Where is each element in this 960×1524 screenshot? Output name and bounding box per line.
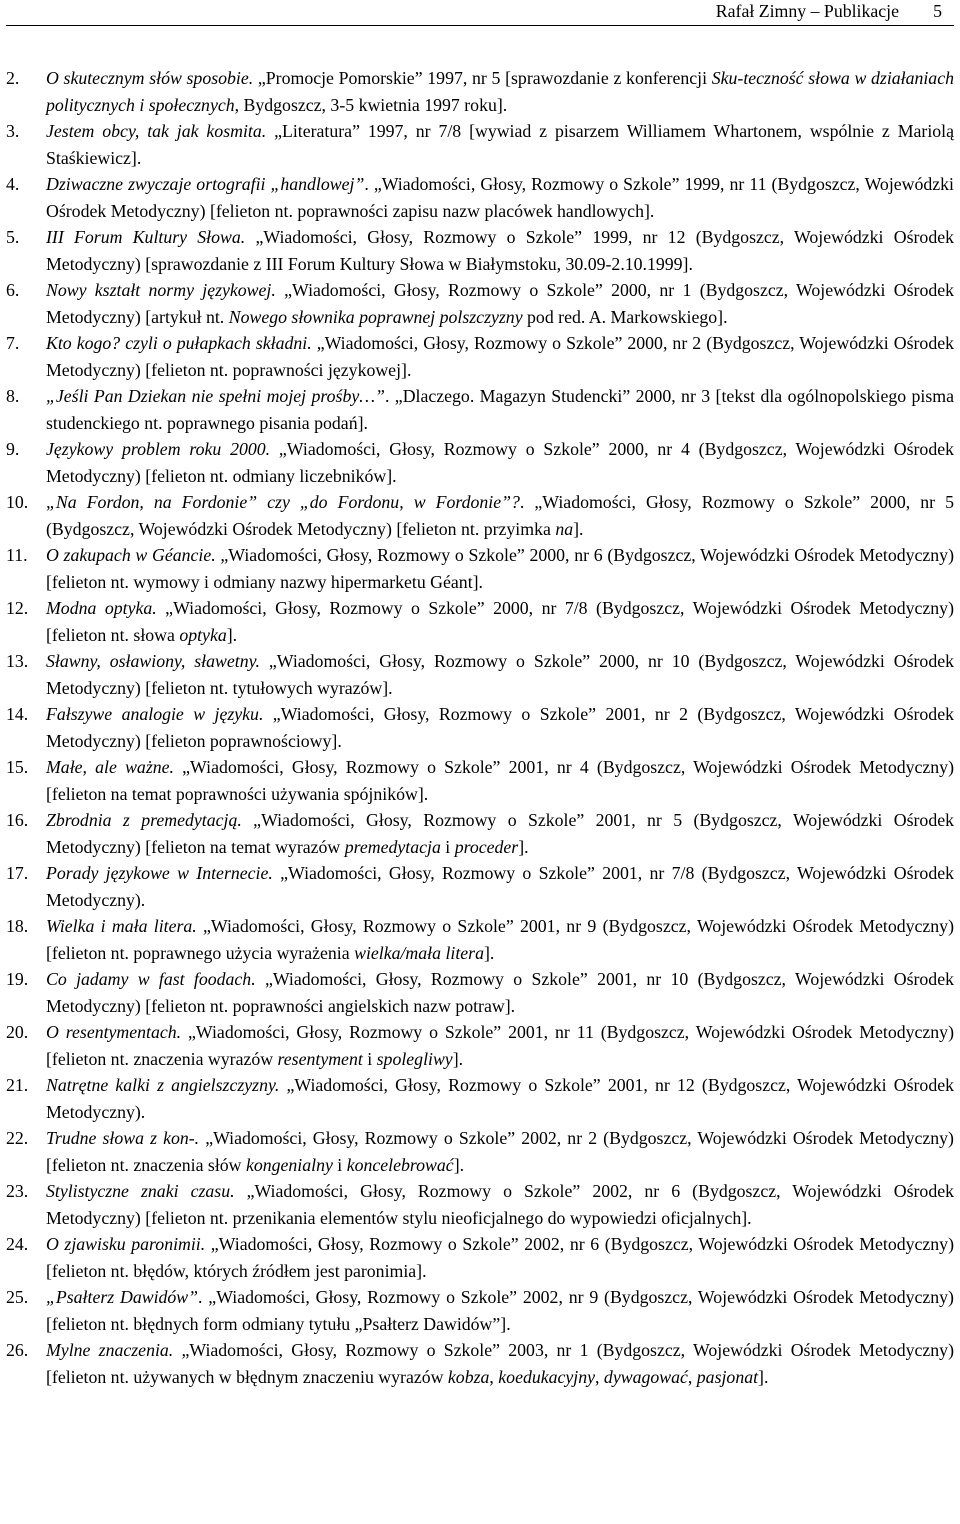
text-run: „Wiadomości, Głosy, Rozmowy o Szkole” 2001, nr 12 (Bydgoszcz, Wojewódzki Ośrodek Metodyczny). — [46, 1075, 954, 1122]
publication-list — [6, 65, 954, 1390]
list-item — [6, 118, 954, 171]
item-number: 23. — [6, 1181, 29, 1201]
list-item — [6, 330, 954, 383]
text-run: „Wiadomości, Głosy, Rozmowy o Szkole” 2000, nr 2 (Bydgoszcz, Wojewódzki Ośrodek Metodyczny) [felieton nt. poprawności językowej]. — [46, 333, 954, 380]
item-number: 10. — [6, 492, 29, 512]
item-number: 18. — [6, 916, 29, 936]
item-number: 20. — [6, 1022, 29, 1042]
page-header — [6, 0, 954, 26]
item-number: 9. — [6, 439, 20, 459]
list-item — [6, 277, 954, 330]
italic-title: Stylistyczne znaki czasu. — [46, 1181, 235, 1201]
text-run: i — [362, 1048, 377, 1069]
text-run: „Promocje Pomorskie” 1997, nr 5 [sprawozdanie z konferencji — [253, 68, 712, 88]
item-number: 8. — [6, 386, 20, 406]
list-item — [6, 1125, 954, 1178]
text-run: „Wiadomości, Głosy, Rozmowy o Szkole” 2002, nr 6 (Bydgoszcz, Wojewódzki Ośrodek Metodyczny) [felieton nt. przenikania elementów stylu nieoficjalnego do wypowiedzi oficjalnych]. — [46, 1181, 954, 1228]
item-text — [46, 1125, 954, 1178]
italic-title: wielka/mała litera — [354, 942, 484, 963]
item-text — [46, 1178, 954, 1231]
item-number: 13. — [6, 651, 29, 671]
item-text — [46, 1284, 954, 1337]
italic-title: Co jadamy w fast foodach. — [46, 969, 256, 989]
list-item — [6, 648, 954, 701]
list-item — [6, 701, 954, 754]
italic-title: „Na Fordon, na Fordonie” czy „do Fordonu, w Fordonie”? — [46, 492, 520, 512]
item-text — [46, 224, 954, 277]
item-text — [46, 754, 954, 807]
item-text — [46, 701, 954, 754]
item-text — [46, 913, 954, 966]
italic-title: Mylne znaczenia. — [46, 1340, 174, 1360]
list-item — [6, 1284, 954, 1337]
list-item — [6, 860, 954, 913]
list-item — [6, 1178, 954, 1231]
text-run: „Wiadomości, Głosy, Rozmowy o Szkole” 2000, nr 7/8 (Bydgoszcz, Wojewódzki Ośrodek Metodyczny) [felieton nt. słowa — [46, 598, 954, 645]
text-run: . „Dlaczego. Magazyn Studencki” 2000, nr 3 [tekst dla ogólnopolskiego pisma studenckiego nt. poprawnego pisania podań]. — [46, 386, 955, 433]
item-text — [46, 489, 954, 542]
italic-title: Małe, ale ważne. — [46, 757, 174, 777]
text-run: ]. — [758, 1366, 769, 1387]
text-run: i — [332, 1154, 347, 1175]
text-run: ]. — [573, 518, 584, 539]
text-run: ]. — [483, 942, 495, 963]
text-run: , — [687, 1366, 697, 1387]
italic-title: kobza — [447, 1366, 490, 1387]
italic-title: O resentymentach. — [46, 1022, 182, 1042]
italic-title: Nowy kształt normy językowej. — [46, 280, 276, 300]
italic-title: Nowego słownika poprawnej polszczyzny — [228, 306, 523, 327]
italic-title: III Forum Kultury Słowa. — [46, 227, 246, 247]
text-run: ]. — [518, 836, 529, 857]
text-run: „Wiadomości, Głosy, Rozmowy o Szkole” 2000, nr 1 (Bydgoszcz, Wojewódzki Ośrodek Metodyczny) [artykuł nt. — [46, 280, 955, 327]
italic-title: Sławny, osławiony, sławetny. — [46, 651, 260, 671]
text-run: „Wiadomości, Głosy, Rozmowy o Szkole” 2001, nr 2 (Bydgoszcz, Wojewódzki Ośrodek Metodyczny) [felieton poprawnościowy]. — [46, 704, 954, 751]
item-number: 12. — [6, 598, 29, 618]
item-text — [46, 383, 954, 436]
italic-title: Porady językowe w Internecie. — [46, 863, 273, 883]
text-run: . „Wiadomości, Głosy, Rozmowy o Szkole” 1999, nr 11 (Bydgoszcz, Wojewódzki Ośrodek Metodyczny) [felieton nt. poprawności zapisu nazw placówek handlowych]. — [46, 174, 954, 221]
italic-title: resentyment — [277, 1048, 363, 1069]
text-run: „Wiadomości, Głosy, Rozmowy o Szkole” 2000, nr 4 (Bydgoszcz, Wojewódzki Ośrodek Metodyczny) [felieton nt. odmiany liczebników]. — [46, 439, 954, 486]
text-run: „Wiadomości, Głosy, Rozmowy o Szkole” 2002, nr 2 (Bydgoszcz, Wojewódzki Ośrodek Metodyczny) [felieton nt. znaczenia słów — [46, 1128, 954, 1175]
italic-title: premedytacja — [344, 836, 441, 857]
item-number: 6. — [6, 280, 20, 300]
text-run: „Wiadomości, Głosy, Rozmowy o Szkole” 1999, nr 12 (Bydgoszcz, Wojewódzki Ośrodek Metodyczny) [sprawozdanie z III Forum Kultury Słowa w Białymstoku, 30.09-2.10.1999]. — [46, 227, 954, 274]
italic-title: „Psałterz Dawidów” — [46, 1287, 199, 1307]
list-item — [6, 489, 954, 542]
text-run: „Wiadomości, Głosy, Rozmowy o Szkole” 2000, nr 10 (Bydgoszcz, Wojewódzki Ośrodek Metodyczny) [felieton nt. tytułowych wyrazów]. — [46, 651, 954, 698]
text-run: ]. — [453, 1154, 465, 1175]
italic-title: Modna optyka. — [46, 598, 157, 618]
item-number: 19. — [6, 969, 29, 989]
item-number: 16. — [6, 810, 29, 830]
italic-title: na — [555, 518, 574, 539]
italic-title: pasjonat — [696, 1366, 759, 1387]
italic-title: Natrętne kalki z angielszczyzny. — [46, 1075, 280, 1095]
italic-title: koncelebrować — [346, 1154, 454, 1175]
item-number: 25. — [6, 1287, 29, 1307]
item-number: 7. — [6, 333, 20, 353]
text-run: „Wiadomości, Głosy, Rozmowy o Szkole” 2001, nr 11 (Bydgoszcz, Wojewódzki Ośrodek Metodyczny) [felieton nt. znaczenia wyrazów — [46, 1022, 954, 1069]
item-number: 24. — [6, 1234, 29, 1254]
item-text — [46, 1231, 954, 1284]
item-text — [46, 436, 954, 489]
text-run: „Literatura” 1997, nr 7/8 [wywiad z pisarzem Williamem Whartonem, wspólnie z Mariolą Staśkiewicz]. — [46, 121, 954, 168]
list-item — [6, 1072, 954, 1125]
item-number: 2. — [6, 68, 20, 88]
text-run: , — [489, 1366, 499, 1387]
item-text — [46, 1337, 954, 1390]
list-item — [6, 383, 954, 436]
list-item — [6, 1337, 954, 1390]
item-number: 22. — [6, 1128, 29, 1148]
italic-title: kongenialny — [245, 1154, 333, 1175]
text-run: i — [440, 836, 455, 857]
italic-title: koedukacyjny — [498, 1366, 596, 1387]
item-text — [46, 542, 954, 595]
italic-title: optyka — [179, 624, 227, 645]
italic-title: Jestem obcy, tak jak kosmita. — [46, 121, 267, 141]
italic-title: Trudne słowa z kon-. — [46, 1128, 200, 1148]
italic-title: O skutecznym słów sposobie. — [46, 68, 254, 88]
item-text — [46, 65, 954, 118]
item-text — [46, 330, 954, 383]
item-text — [46, 648, 954, 701]
text-run: „Wiadomości, Głosy, Rozmowy o Szkole” 2001, nr 7/8 (Bydgoszcz, Wojewódzki Ośrodek Metodyczny). — [46, 863, 954, 910]
item-number: 17. — [6, 863, 29, 883]
italic-title: „Jeśli Pan Dziekan nie spełni mojej prośby…” — [46, 386, 385, 406]
italic-title: Fałszywe analogie w języku. — [46, 704, 264, 724]
item-number: 4. — [6, 174, 20, 194]
list-item — [6, 913, 954, 966]
text-run: „Wiadomości, Głosy, Rozmowy o Szkole” 2003, nr 1 (Bydgoszcz, Wojewódzki Ośrodek Metodyczny) [felieton nt. używanych w błędnym znaczeniu wyrazów — [46, 1340, 954, 1387]
item-text — [46, 1019, 954, 1072]
item-number: 5. — [6, 227, 20, 247]
text-run: „Wiadomości, Głosy, Rozmowy o Szkole” 2001, nr 9 (Bydgoszcz, Wojewódzki Ośrodek Metodyczny) [felieton nt. poprawnego użycia wyrażenia — [46, 916, 954, 963]
italic-title: Sku-teczność słowa w działaniach politycznych i społecznych — [46, 68, 954, 115]
item-number: 26. — [6, 1340, 29, 1360]
list-item — [6, 1231, 954, 1284]
header-title: Rafał Zimny – Publikacje — [715, 1, 899, 21]
item-text — [46, 807, 954, 860]
text-run: , — [595, 1366, 604, 1387]
text-run: „Wiadomości, Głosy, Rozmowy o Szkole” 2001, nr 5 (Bydgoszcz, Wojewódzki Ośrodek Metodyczny) [felieton na temat wyrazów — [46, 810, 954, 857]
text-run: . „Wiadomości, Głosy, Rozmowy o Szkole” 2002, nr 9 (Bydgoszcz, Wojewódzki Ośrodek Metodyczny) [felieton nt. błędnych form odmiany tytułu „Psałterz Dawidów”]. — [46, 1287, 954, 1334]
list-item — [6, 171, 954, 224]
text-run: . „Wiadomości, Głosy, Rozmowy o Szkole” 2000, nr 5 (Bydgoszcz, Wojewódzki Ośrodek Metodyczny) [felieton nt. przyimka — [46, 492, 954, 539]
italic-title: Wielka i mała litera. — [46, 916, 197, 936]
item-text — [46, 1072, 954, 1125]
item-number: 15. — [6, 757, 29, 777]
item-number: 3. — [6, 121, 20, 141]
text-run: „Wiadomości, Głosy, Rozmowy o Szkole” 2001, nr 4 (Bydgoszcz, Wojewódzki Ośrodek Metodyczny) [felieton na temat poprawności używania spójników]. — [46, 757, 954, 804]
item-text — [46, 171, 954, 224]
list-item — [6, 1019, 954, 1072]
item-text — [46, 860, 954, 913]
list-item — [6, 224, 954, 277]
italic-title: Kto kogo? czyli o pułapkach składni. — [46, 333, 312, 353]
text-run: , Bydgoszcz, 3-5 kwietnia 1997 roku]. — [234, 94, 508, 115]
italic-title: O zjawisku paronimii. — [46, 1234, 206, 1254]
item-text — [46, 118, 954, 171]
italic-title: Dziwaczne zwyczaje ortografii „handlowej” — [46, 174, 365, 194]
list-item — [6, 65, 954, 118]
italic-title: Zbrodnia z premedytacją. — [46, 810, 242, 830]
text-run: „Wiadomości, Głosy, Rozmowy o Szkole” 2001, nr 10 (Bydgoszcz, Wojewódzki Ośrodek Metodyczny) [felieton nt. poprawności angielskich nazw potraw]. — [46, 969, 954, 1016]
item-text — [46, 595, 954, 648]
list-item — [6, 595, 954, 648]
italic-title: spolegliwy — [376, 1048, 453, 1069]
text-run: ]. — [226, 624, 238, 645]
italic-title: dywagować — [603, 1366, 688, 1387]
text-run: „Wiadomości, Głosy, Rozmowy o Szkole” 2000, nr 6 (Bydgoszcz, Wojewódzki Ośrodek Metodyczny) [felieton nt. wymowy i odmiany nazwy hipermarketu Géant]. — [46, 545, 954, 592]
list-item — [6, 807, 954, 860]
item-text — [46, 966, 954, 1019]
list-item — [6, 966, 954, 1019]
italic-title: proceder — [454, 836, 519, 857]
item-number: 21. — [6, 1075, 29, 1095]
text-run: ]. — [452, 1048, 464, 1069]
item-number: 14. — [6, 704, 29, 724]
item-number: 11. — [6, 545, 28, 565]
italic-title: O zakupach w Géancie. — [46, 545, 216, 565]
page-number: 5 — [933, 1, 942, 21]
list-item — [6, 436, 954, 489]
text-run: „Wiadomości, Głosy, Rozmowy o Szkole” 2002, nr 6 (Bydgoszcz, Wojewódzki Ośrodek Metodyczny) [felieton nt. błędów, których źródłem jest paronimia]. — [46, 1234, 954, 1281]
text-run: pod red. A. Markowskiego]. — [522, 306, 728, 327]
item-text — [46, 277, 954, 330]
list-item — [6, 754, 954, 807]
italic-title: Językowy problem roku 2000. — [46, 439, 271, 459]
list-item — [6, 542, 954, 595]
